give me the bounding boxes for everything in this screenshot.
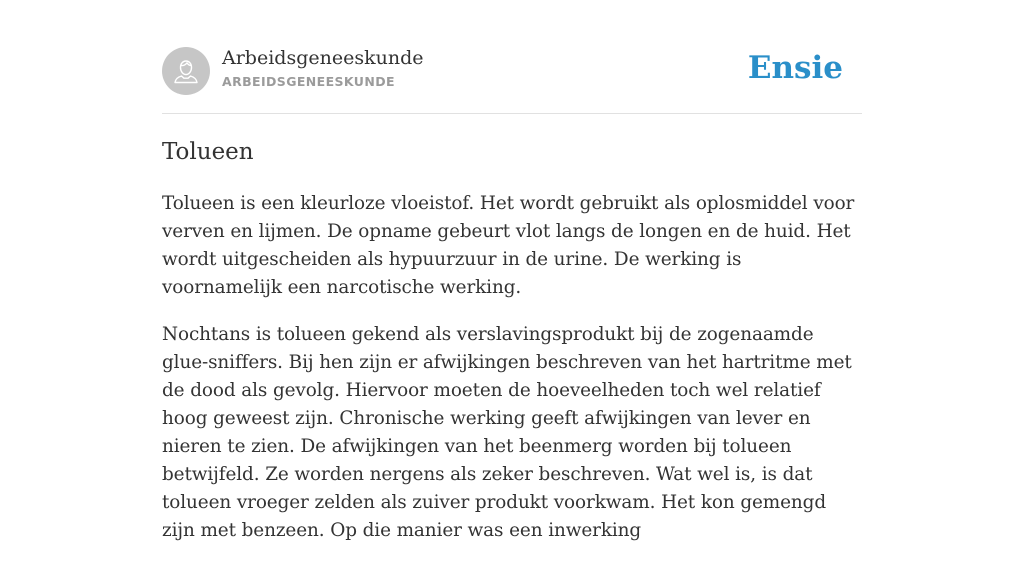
- article-body: [162, 190, 862, 564]
- author-category[interactable]: ARBEIDSGENEESKUNDE: [222, 74, 395, 89]
- user-avatar-icon[interactable]: [162, 47, 210, 95]
- brand-logo[interactable]: Ensie: [747, 50, 843, 86]
- article-title: Tolueen: [162, 139, 254, 165]
- article-paragraph: Nochtans is tolueen gekend als verslavingsprodukt bij de zogenaamde glue-sniffers. Bij hen zijn er afwijkingen beschreven van het hartritme met de dood als gevolg. Hiervoor moeten de hoeveelheden toch wel relatief hoog geweest zijn. Chronische werking geeft afwijkingen van lever en nieren te zien. De afwijkingen van het beenmerg worden bij tolueen betwijfeld. Ze worden nergens als zeker beschreven. Wat wel is, is dat tolueen vroeger zelden als zuiver produkt voorkwam. Het kon gemengd zijn met benzeen. Op die manier was een inwerking: [162, 324, 852, 541]
- article-column: [162, 0, 862, 541]
- article-paragraph: Tolueen is een kleurloze vloeistof. Het wordt gebruikt als oplosmiddel voor verven en lijmen. De opname gebeurt vlot langs de longen en de huid. Het wordt uitgescheiden als hypuurzuur in de urine. De werking is voornamelijk een narcotische werking.: [162, 193, 855, 298]
- author-name[interactable]: Arbeidsgeneeskunde: [222, 47, 424, 69]
- article-header: [162, 0, 862, 114]
